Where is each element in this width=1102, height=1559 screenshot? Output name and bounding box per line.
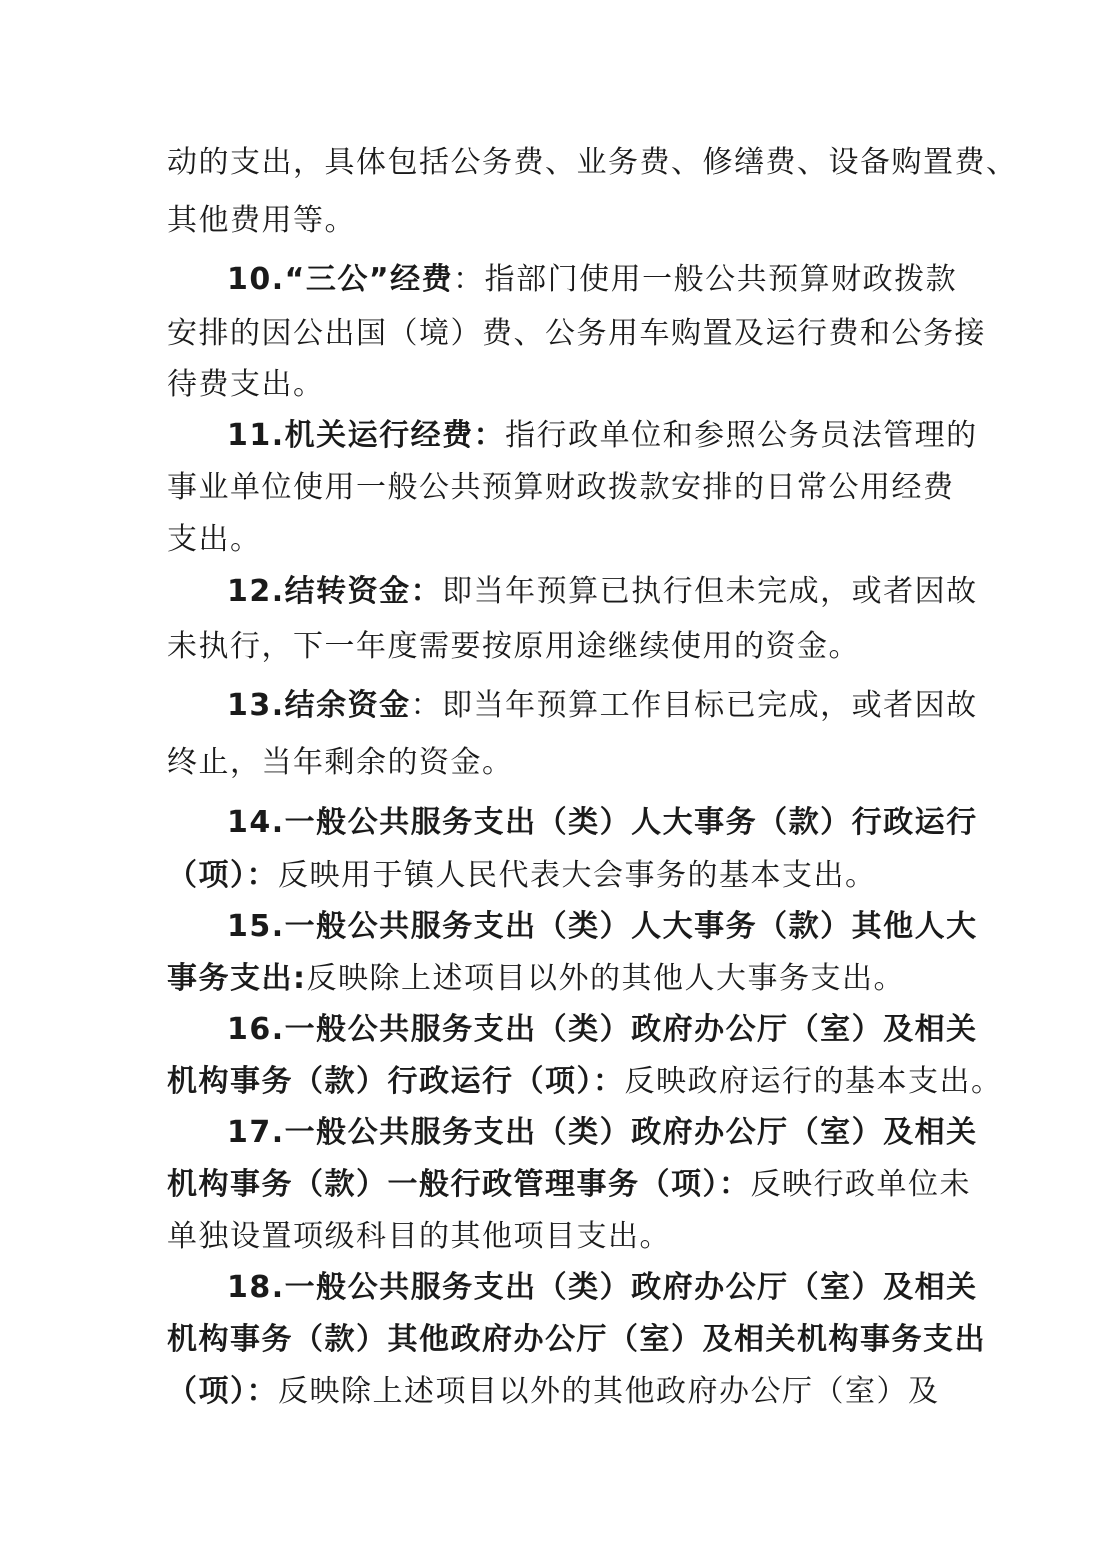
paragraph-line: （项）：反映用于镇人民代表大会事务的基本支出。 — [167, 858, 877, 893]
paragraph-line: 单独设置项级科目的其他项目支出。 — [167, 1219, 671, 1254]
term-line-16 — [227, 1010, 978, 1050]
paragraph-line: 机构事务（款）行政运行（项）：反映政府运行的基本支出。 — [167, 1064, 1003, 1099]
paragraph-line: 其他费用等。 — [167, 203, 356, 238]
term-line-10: 10.“三公”经费：指部门使用一般公共预算财政拨款 — [227, 262, 958, 297]
paragraph-line: 事务支出:反映除上述项目以外的其他人大事务支出。 — [167, 961, 905, 996]
term-line-17 — [227, 1113, 978, 1153]
term-title: 机构事务（款）其他政府办公厅（室）及相关机构事务支出 — [167, 1322, 986, 1357]
paragraph-line: 支出。 — [167, 522, 262, 557]
term-line-12: 12.结转资金：即当年预算已执行但未完成，或者因故 — [227, 574, 978, 609]
term-title: 事务支出: — [167, 961, 307, 996]
term-title: （项）： — [167, 1374, 278, 1409]
paragraph-line: 待费支出。 — [167, 367, 325, 402]
paragraph-line: （项）：反映除上述项目以外的其他政府办公厅（室）及 — [167, 1374, 940, 1409]
term-title: 17.一般公共服务支出（类）政府办公厅（室）及相关 — [227, 1115, 978, 1150]
term-line-15 — [227, 907, 978, 947]
term-title: 机构事务（款）行政运行（项）： — [167, 1064, 625, 1099]
paragraph-line: 安排的因公出国（境）费、公务用车购置及运行费和公务接 — [167, 316, 986, 351]
term-line-11: 11.机关运行经费：指行政单位和参照公务员法管理的 — [227, 418, 978, 453]
term-title: 12.结转资金： — [227, 574, 443, 609]
term-line-18 — [227, 1268, 978, 1308]
paragraph-line: 未执行，下一年度需要按原用途继续使用的资金。 — [167, 629, 860, 664]
term-title: 16.一般公共服务支出（类）政府办公厅（室）及相关 — [227, 1012, 978, 1047]
paragraph-line: 终止，当年剩余的资金。 — [167, 745, 514, 780]
paragraph-line: 动的支出，具体包括公务费、业务费、修缮费、设备购置费、 — [167, 145, 1018, 180]
term-title: 13.结余资金 — [227, 688, 411, 723]
term-line-13: 13.结余资金：即当年预算工作目标已完成，或者因故 — [227, 688, 978, 723]
paragraph-line: 机构事务（款）一般行政管理事务（项）：反映行政单位未 — [167, 1167, 971, 1202]
term-title: 10.“三公”经费 — [227, 262, 454, 297]
term-line-14 — [227, 803, 978, 843]
term-title: 14.一般公共服务支出（类）人大事务（款）行政运行 — [227, 805, 978, 840]
term-title: （项）： — [167, 858, 278, 893]
paragraph-line: 事业单位使用一般公共预算财政拨款安排的日常公用经费 — [167, 470, 955, 505]
term-title: 11.机关运行经费： — [227, 418, 506, 453]
paragraph-line — [167, 1320, 986, 1360]
term-title: 机构事务（款）一般行政管理事务（项）： — [167, 1167, 751, 1202]
term-title: 15.一般公共服务支出（类）人大事务（款）其他人大 — [227, 909, 978, 944]
term-title: 18.一般公共服务支出（类）政府办公厅（室）及相关 — [227, 1270, 978, 1305]
